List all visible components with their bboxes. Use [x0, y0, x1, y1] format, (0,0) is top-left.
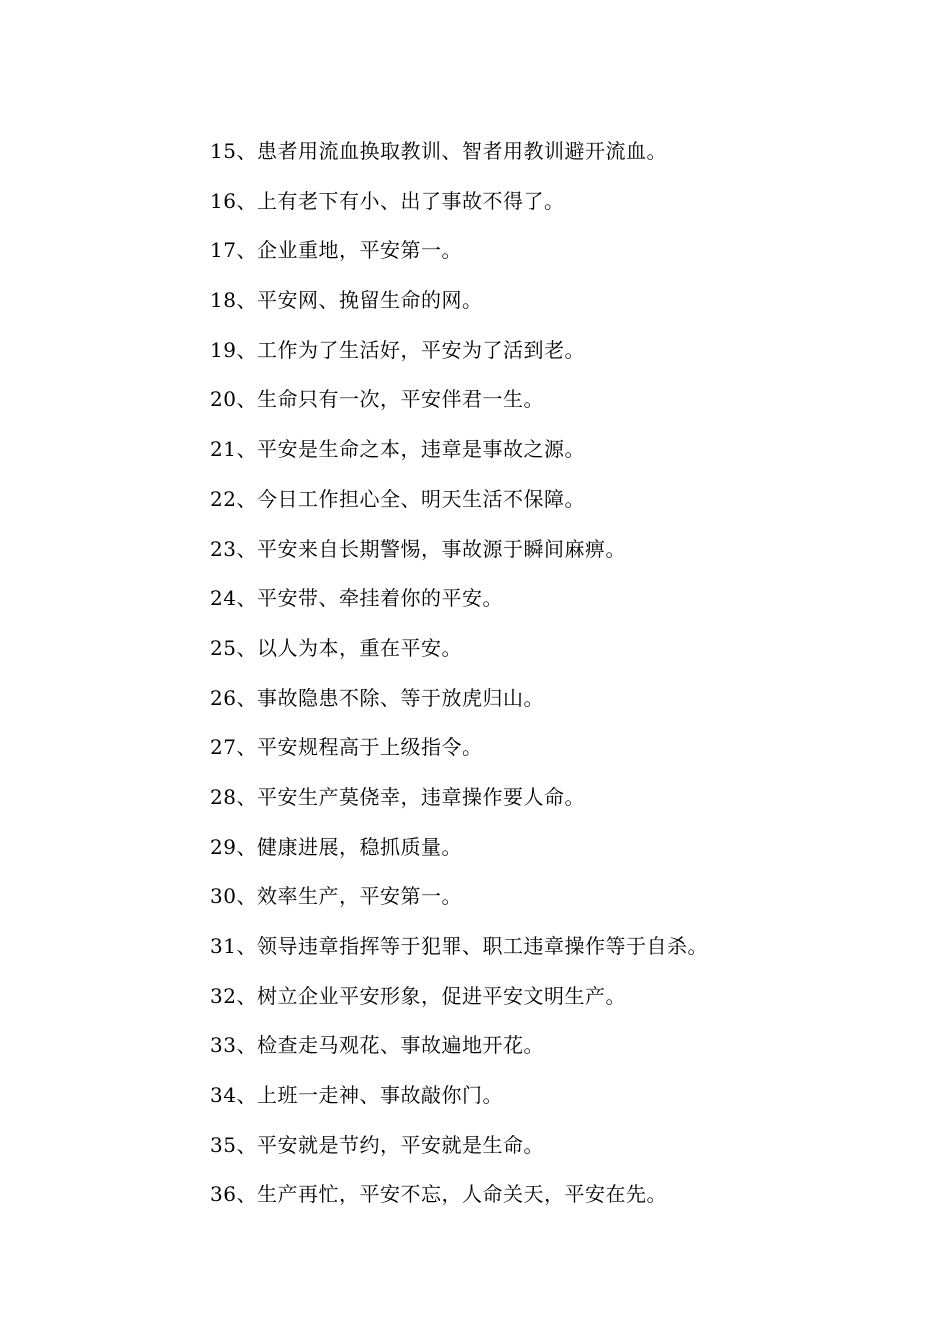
item-separator: 、: [236, 983, 257, 1008]
list-item: [210, 583, 910, 633]
item-number: 33: [210, 1033, 237, 1058]
list-item: [210, 633, 910, 683]
item-separator: 、: [236, 288, 257, 313]
item-number: 30: [210, 884, 237, 909]
list-item: [210, 1179, 910, 1229]
item-text: 平安就是节约，平安就是生命。: [256, 1132, 544, 1157]
list-item: [210, 1030, 910, 1080]
item-separator: 、: [236, 238, 257, 263]
list-item: [210, 1080, 910, 1130]
item-number: 23: [210, 536, 237, 561]
item-text: 平安网、挽留生命的网。: [256, 288, 483, 313]
list-item: [210, 434, 910, 484]
item-separator: 、: [236, 635, 257, 660]
item-text: 以人为本，重在平安。: [256, 635, 462, 660]
item-number: 17: [210, 238, 237, 263]
list-item: [210, 534, 910, 584]
item-separator: 、: [236, 188, 257, 213]
item-text: 今日工作担心全、明天生活不保障。: [256, 486, 585, 511]
item-separator: 、: [236, 1132, 257, 1157]
list-item: [210, 782, 910, 832]
item-number: 31: [210, 934, 237, 958]
list-item: [210, 285, 910, 335]
list-item: [210, 881, 910, 931]
item-separator: 、: [236, 536, 257, 561]
list-item: [210, 683, 910, 733]
list-item: [210, 484, 910, 534]
item-text: 企业重地，平安第一。: [256, 238, 462, 263]
list-item: [210, 1130, 910, 1180]
item-separator: 、: [236, 884, 257, 909]
item-separator: 、: [236, 934, 257, 958]
item-number: 25: [210, 635, 237, 660]
item-number: 36: [210, 1182, 237, 1207]
item-separator: 、: [236, 735, 257, 760]
list-item: [210, 981, 910, 1031]
item-text: 患者用流血换取教训、智者用教训避开流血。: [256, 139, 667, 163]
item-number: 29: [210, 834, 237, 859]
item-text: 平安带、牵挂着你的平安。: [256, 586, 503, 611]
item-text: 树立企业平安形象，促进平安文明生产。: [256, 983, 626, 1008]
item-text: 事故隐患不除、等于放虎归山。: [256, 685, 544, 710]
list-item: [210, 384, 910, 434]
item-number: 24: [210, 586, 237, 611]
item-separator: 、: [236, 139, 257, 163]
item-text: 工作为了生活好，平安为了活到老。: [256, 337, 585, 362]
list-item: [210, 832, 910, 882]
item-number: 22: [210, 486, 237, 511]
item-number: 15: [210, 139, 237, 163]
item-separator: 、: [236, 586, 257, 611]
item-number: 28: [210, 784, 237, 809]
item-text: 平安来自长期警惕，事故源于瞬间麻痹。: [256, 536, 626, 561]
item-separator: 、: [236, 685, 257, 710]
item-separator: 、: [236, 1033, 257, 1058]
item-text: 效率生产，平安第一。: [256, 884, 462, 909]
item-text: 平安规程高于上级指令。: [256, 735, 483, 760]
item-text: 领导违章指挥等于犯罪、职工违章操作等于自杀。: [256, 934, 708, 958]
item-number: 18: [210, 288, 237, 313]
item-text: 上有老下有小、出了事故不得了。: [256, 188, 565, 213]
list-item: [210, 186, 910, 236]
item-text: 生产再忙，平安不忘，人命关天，平安在先。: [256, 1182, 667, 1207]
item-text: 平安是生命之本，违章是事故之源。: [256, 437, 585, 462]
item-separator: 、: [236, 1182, 257, 1207]
item-text: 健康进展，稳抓质量。: [256, 834, 462, 859]
item-number: 27: [210, 735, 237, 760]
item-separator: 、: [236, 337, 257, 362]
item-number: 32: [210, 983, 237, 1008]
item-text: 生命只有一次，平安伴君一生。: [256, 387, 544, 412]
item-text: 检查走马观花、事故遍地开花。: [256, 1033, 544, 1058]
item-number: 16: [210, 188, 237, 213]
item-separator: 、: [236, 1083, 257, 1108]
list-item: [210, 732, 910, 782]
item-number: 34: [210, 1083, 237, 1108]
item-separator: 、: [236, 834, 257, 859]
item-separator: 、: [236, 784, 257, 809]
list-item: [210, 136, 910, 186]
item-number: 35: [210, 1132, 237, 1157]
item-number: 19: [210, 337, 237, 362]
item-number: 26: [210, 685, 237, 710]
item-number: 20: [210, 387, 237, 412]
item-number: 21: [210, 437, 237, 462]
item-separator: 、: [236, 486, 257, 511]
list-item: [210, 235, 910, 285]
item-text: 平安生产莫侥幸，违章操作要人命。: [256, 784, 585, 809]
list-item: [210, 335, 910, 385]
list-item: [210, 931, 910, 981]
item-text: 上班一走神、事故敲你门。: [256, 1083, 503, 1108]
slogan-list: [210, 136, 910, 1229]
item-separator: 、: [236, 437, 257, 462]
item-separator: 、: [236, 387, 257, 412]
